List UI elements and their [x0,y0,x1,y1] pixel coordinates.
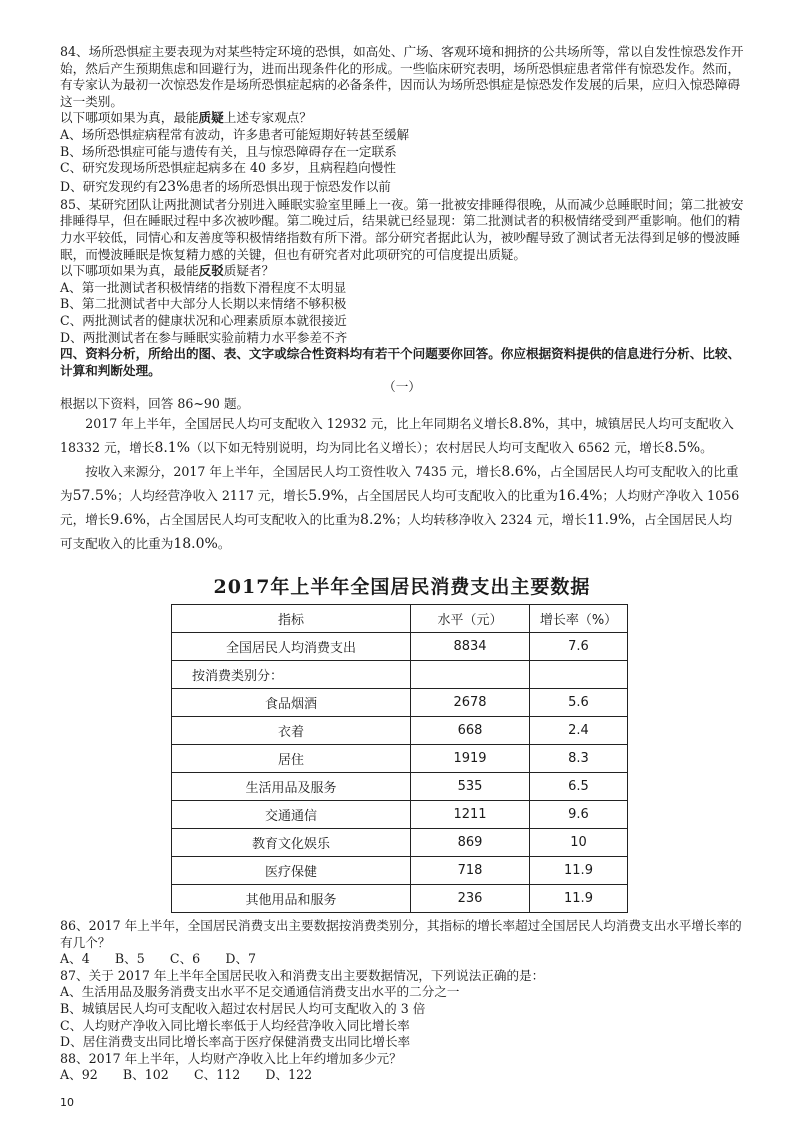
q85-option-c[interactable]: C、两批测试者的健康状况和心理素质原本就很接近 [60,312,347,328]
q85-stem: 85、某研究团队让两批测试者分别进入睡眠实验室里睡上一夜。第一批被安排睡得很晚，从而减少总睡眠时间；第二批被安排睡得早，但在睡眠过程中多次被吵醒。第二晚过后，结果就已经显现：第二批测试者的积极情绪受到严重影响。他们的精力水平较低，同情心和友善度等积极情绪指数有所下滑。部分研究者据此认为，被吵醒导致了测试者无法得到足够的慢波睡眠，而慢波睡眠是恢复精力感的关键，但也有研究者对此项研究的可信度提出质疑。 [60,196,744,262]
table-cell-level: 668 [411,717,530,745]
table-cell-rate: 5.6 [530,689,628,717]
p2-text-a: 按收入来源分，2017 年上半年，全国居民人均工资性收入 7435 元，增长 [85,464,502,480]
q86-options[interactable]: A、4 B、5 C、6 D、7 [60,951,257,967]
section4-part: （一） [383,379,421,395]
table-row-group [172,661,628,689]
p2-num-8: 18.0% [173,536,218,553]
q85-ask-post: 质疑者？ [223,263,275,279]
q87-option-d[interactable]: D、居住消费支出同比增长率高于医疗保健消费支出同比增长率 [60,1034,411,1050]
table-cell-name: 教育文化娱乐 [172,829,411,857]
q87-option-a[interactable]: A、生活用品及服务消费支出水平不足交通通信消费支出水平的二分之一 [60,984,460,1000]
table-row [172,829,628,857]
p1-text-c: （以下如无特别说明，均为同比名义增长）；农村居民人均可支配收入 6562 元，增长 [190,440,665,456]
consumption-table [171,604,628,913]
table-cell-empty [530,661,628,689]
table-header-level: 水平（元） [411,605,530,633]
q86-stem: 86、2017 年上半年，全国居民消费支出主要数据按消费类别分，其指标的增长率超过全国居民人均消费支出水平增长率的有几个？ [60,918,742,950]
q84-ask-keyword: 质疑 [198,110,224,126]
p1-text-b: ，其中，城镇居民人均可支配收入 18332 元，增长 [60,416,734,456]
table-row [172,857,628,885]
table-cell-name: 食品烟酒 [172,689,411,717]
q84-option-d[interactable] [60,177,744,197]
table-cell-name: 交通通信 [172,801,411,829]
table-row [172,885,628,913]
questions-bottom [60,918,744,1084]
table-cell-level: 535 [411,773,530,801]
page-number: 10 [60,1096,74,1109]
table-row [172,689,628,717]
table-title: 2017年上半年全国居民消费支出主要数据 [213,576,591,598]
p2-num-5: 9.6% [110,512,146,529]
p1-num-1: 8.8% [509,416,545,433]
table-cell-rate: 11.9 [530,857,628,885]
q84-option-c[interactable]: C、研究发现场所恐惧症起病多在 40 多岁，且病程趋向慢性 [60,160,396,176]
p2-text-e: ；人均财产净收入 1056 元，增长 [60,488,740,528]
table-cell-rate: 9.6 [530,801,628,829]
p2-text-d: ，占全国居民人均可支配收入的比重为 [343,488,558,504]
table-cell-rate: 8.3 [530,745,628,773]
section4-heading: 四、资料分析，所给出的图、表、文字或综合性资料均有若干个问题要你回答。你应根据资料提供的信息进行分析、比较、计算和判断处理。 [60,346,741,378]
p2-text-h: ，占全国居民人均可支配收入的比重为 [60,512,733,552]
table-cell-rate: 10 [530,829,628,857]
p2-text-i: 。 [217,536,231,552]
table-header-indicator: 指标 [172,605,411,633]
section4-intro: 根据以下资料，回答 86~90 题。 [60,395,250,411]
q84-option-d-pre: D、研究发现约有 [60,178,159,194]
table-row [172,801,628,829]
table-cell-name: 医疗保健 [172,857,411,885]
q88-stem: 88、2017 年上半年，人均财产净收入比上年约增加多少元？ [60,1050,402,1066]
table-cell-empty [411,661,530,689]
p2-text-f: ，占全国居民人均可支配收入的比重为 [145,512,361,528]
q84-option-a[interactable]: A、场所恐惧症病程常有波动，许多患者可能短期好转甚至缓解 [60,126,410,142]
table-cell-level: 718 [411,857,530,885]
table-row [172,745,628,773]
q87-option-c[interactable]: C、人均财产净收入同比增长率低于人均经营净收入同比增长率 [60,1017,410,1033]
table-cell-level: 1919 [411,745,530,773]
q84-ask-pre: 以下哪项如果为真，最能 [60,110,199,126]
table-row [172,717,628,745]
q84-ask-post: 上述专家观点？ [223,110,312,126]
table-cell-name: 生活用品及服务 [172,773,411,801]
q85-ask [60,263,744,280]
table-cell-name: 全国居民人均消费支出 [172,633,411,661]
table-group-label: 按消费类别分： [172,661,411,689]
material-paragraph-2 [60,460,744,556]
p2-text-g: ；人均转移净收入 2324 元，增长 [395,512,587,528]
material-paragraph-1 [60,412,744,460]
p1-num-3: 8.5% [664,440,701,457]
p2-text-c: ；人均经营净收入 2117 元，增长 [117,488,309,504]
q84-option-b[interactable]: B、场所恐惧症可能与遗传有关，且与惊恐障碍存在一定联系 [60,143,397,159]
table-cell-level: 2678 [411,689,530,717]
q84-ask [60,110,744,127]
table-cell-level: 8834 [411,633,530,661]
p2-num-6: 8.2% [360,512,396,529]
p2-num-3: 5.9% [308,488,344,505]
table-cell-name: 居住 [172,745,411,773]
table-row [172,773,628,801]
q84-option-d-num: 23% [158,178,190,195]
q85-option-d[interactable]: D、两批测试者在参与睡眠实验前精力水平参差不齐 [60,329,348,345]
q87-stem: 87、关于 2017 年上半年全国居民收入和消费支出主要数据情况，下列说法正确的是： [60,967,545,983]
q84-option-d-post: 患者的场所恐惧出现于惊恐发作以前 [189,178,391,194]
q85-option-b[interactable]: B、第二批测试者中大部分人长期以来情绪不够积极 [60,296,347,312]
p1-num-2: 8.1% [154,440,191,457]
table-cell-rate: 2.4 [530,717,628,745]
table-cell-name: 衣着 [172,717,411,745]
table-header-rate: 增长率（%） [530,605,628,633]
page-content [60,44,744,556]
p1-text-d: 。 [700,440,713,456]
p2-num-2: 57.5% [72,488,118,505]
q85-ask-keyword: 反驳 [198,263,224,279]
table-row-total [172,633,628,661]
table-cell-rate: 11.9 [530,885,628,913]
p2-num-4: 16.4% [557,488,603,505]
table-cell-rate: 7.6 [530,633,628,661]
q87-option-b[interactable]: B、城镇居民人均可支配收入超过农村居民人均可支配收入的 3 倍 [60,1000,426,1016]
table-cell-rate: 6.5 [530,773,628,801]
q85-ask-pre: 以下哪项如果为真，最能 [60,263,199,279]
table-cell-level: 1211 [411,801,530,829]
p1-text-a: 2017 年上半年，全国居民人均可支配收入 12932 元，比上年同期名义增长 [85,416,510,432]
table-cell-name: 其他用品和服务 [172,885,411,913]
table-header-row [172,605,628,633]
p2-num-1: 8.6% [501,464,537,481]
q85-option-a[interactable]: A、第一批测试者积极情绪的指数下滑程度不太明显 [60,279,347,295]
p2-text-b: ，占全国居民人均可支配收入的比重为 [60,464,739,504]
table-cell-level: 236 [411,885,530,913]
p2-num-7: 11.9% [586,512,632,529]
q88-options[interactable]: A、92 B、102 C、112 D、122 [60,1067,313,1083]
q84-stem: 84、场所恐惧症主要表现为对某些特定环境的恐惧，如高处、广场、客观环境和拥挤的公共场所等，常以自发性惊恐发作开始，然后产生预期焦虑和回避行为，进而出现条件化的形成。一些临床研究表明，场所恐惧症患者常伴有惊恐发作。然而，有专家认为最初一次惊恐发作是场所恐惧症起病的必备条件，因而认为场所恐惧症是惊恐发作发展的后果，应归入惊恐障碍这一类别。 [60,44,744,109]
table-cell-level: 869 [411,829,530,857]
